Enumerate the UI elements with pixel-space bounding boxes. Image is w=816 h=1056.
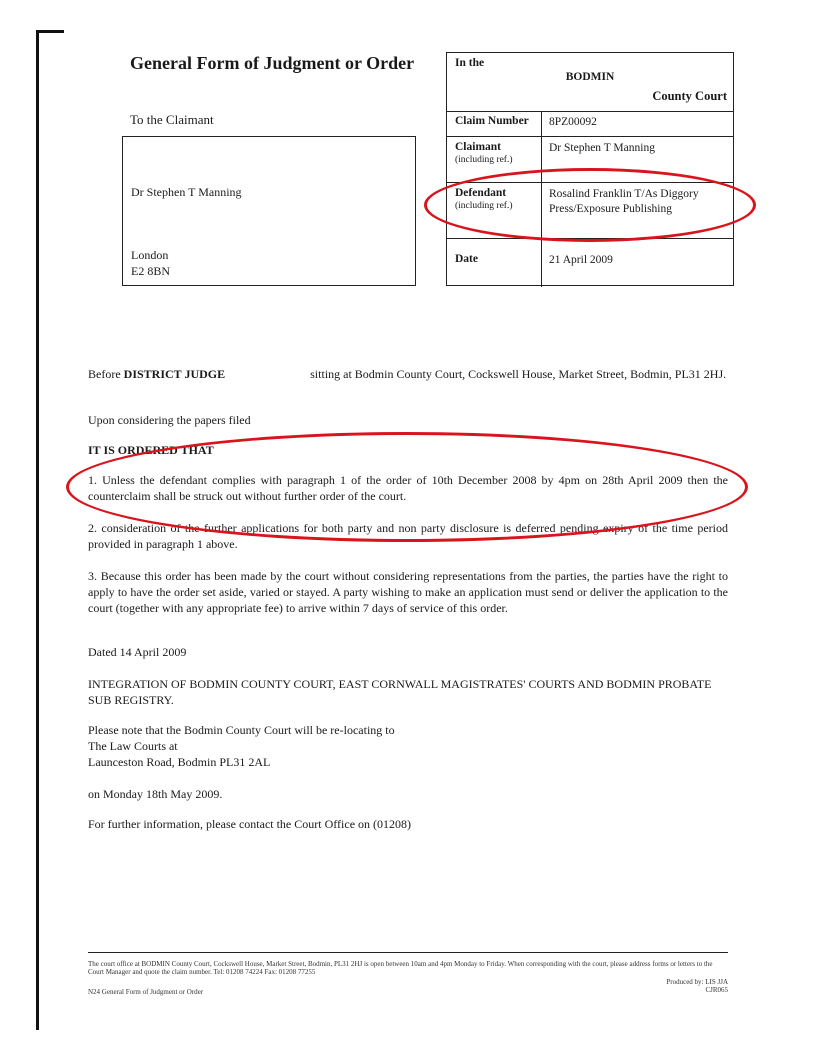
footer-form-name: N24 General Form of Judgment or Order — [88, 988, 204, 996]
order-3: 3. Because this order has been made by the court without considering representations from the parties, the parties have the right to apply to have the order set aside, varied or stayed. A party wishing to make an application must send or deliver the application to the court (together with any appropriate fee) to arrive within 7 days of service of this order. — [88, 569, 728, 615]
date-value: 21 April 2009 — [549, 254, 613, 266]
date-row — [447, 239, 733, 285]
to-label: To the Claimant — [130, 112, 214, 127]
order-2: 2. consideration of the further applications for both party and non party disclosure is deferred pending expiry of the time period provided in paragraph 1 above. — [88, 521, 728, 551]
before-line — [88, 366, 728, 382]
claimant-value: Dr Stephen T Manning — [549, 142, 655, 154]
claimant-label-group — [455, 141, 513, 167]
order-highlight-ellipse — [66, 432, 748, 542]
judge-title: DISTRICT JUDGE — [123, 367, 226, 381]
footer-producer — [620, 978, 728, 994]
recipient-city: London — [131, 248, 169, 262]
dated-line: Dated 14 April 2009 — [88, 645, 187, 659]
address-box — [122, 136, 416, 286]
defendant-highlight-ellipse — [424, 168, 756, 242]
claimant-label: Claimant — [455, 141, 501, 153]
relocation-notice — [88, 722, 728, 770]
relocation-line-3: Launceston Road, Bodmin PL31 2AL — [88, 755, 271, 769]
claimant-sublabel: (including ref.) — [455, 155, 513, 165]
court-header — [447, 53, 733, 112]
claim-number-label: Claim Number — [455, 115, 529, 127]
in-the-label: In the — [455, 57, 485, 69]
defendant-value: Rosalind Franklin T/As Diggory Press/Exposure Publishing — [549, 188, 699, 215]
footer-rule — [88, 952, 728, 953]
sitting-text: sitting at Bodmin County Court, Cockswell House, Market Street, Bodmin, PL31 2HJ. — [310, 367, 727, 381]
ordered-heading: IT IS ORDERED THAT — [88, 443, 214, 457]
footer-produced-by: Produced by: LIS JJA — [666, 978, 728, 986]
footer-notice: The court office at BODMIN County Court, Cockswell House, Market Street, Bodmin, PL31 2HJ is open between 10am and 4pm Monday to Friday. When corresponding with the court, please address forms or letters to the Court Manager and quote the claim number. Tel: 01208 74224 Fax: 01208 77255 — [88, 960, 713, 976]
recipient-name: Dr Stephen T Manning — [131, 185, 242, 199]
margin-line — [36, 30, 39, 1030]
move-date: on Monday 18th May 2009. — [88, 787, 223, 801]
form-title: General Form of Judgment or Order — [130, 53, 415, 73]
further-info: For further information, please contact the Court Office on (01208) — [88, 817, 412, 831]
defendant-label: Defendant — [455, 187, 507, 199]
margin-tick — [36, 30, 64, 33]
order-1: 1. Unless the defendant complies with paragraph 1 of the order of 10th December 2008 by 4pm on 28th April 2009 then the counterclaim shall be struck out without further order of the court. — [88, 473, 728, 503]
recipient-address — [131, 247, 170, 279]
court-type: County Court — [652, 89, 727, 103]
claim-number-value: 8PZ00092 — [549, 116, 597, 128]
defendant-sublabel: (including ref.) — [455, 201, 513, 211]
relocation-line-2: The Law Courts at — [88, 739, 178, 753]
upon-line: Upon considering the papers filed — [88, 413, 251, 427]
court-name: BODMIN — [565, 71, 615, 83]
claim-number-row — [447, 111, 733, 137]
before-prefix: Before — [88, 367, 124, 381]
date-label: Date — [455, 253, 478, 265]
recipient-postcode: E2 8BN — [131, 264, 170, 278]
footer-ref: CJR065 — [705, 986, 728, 994]
integration-notice: INTEGRATION OF BODMIN COUNTY COURT, EAST CORNWALL MAGISTRATES' COURTS AND BODMIN PROBATE SUB REGISTRY. — [88, 677, 712, 707]
relocation-line-1: Please note that the Bodmin County Court will be re-locating to — [88, 723, 395, 737]
